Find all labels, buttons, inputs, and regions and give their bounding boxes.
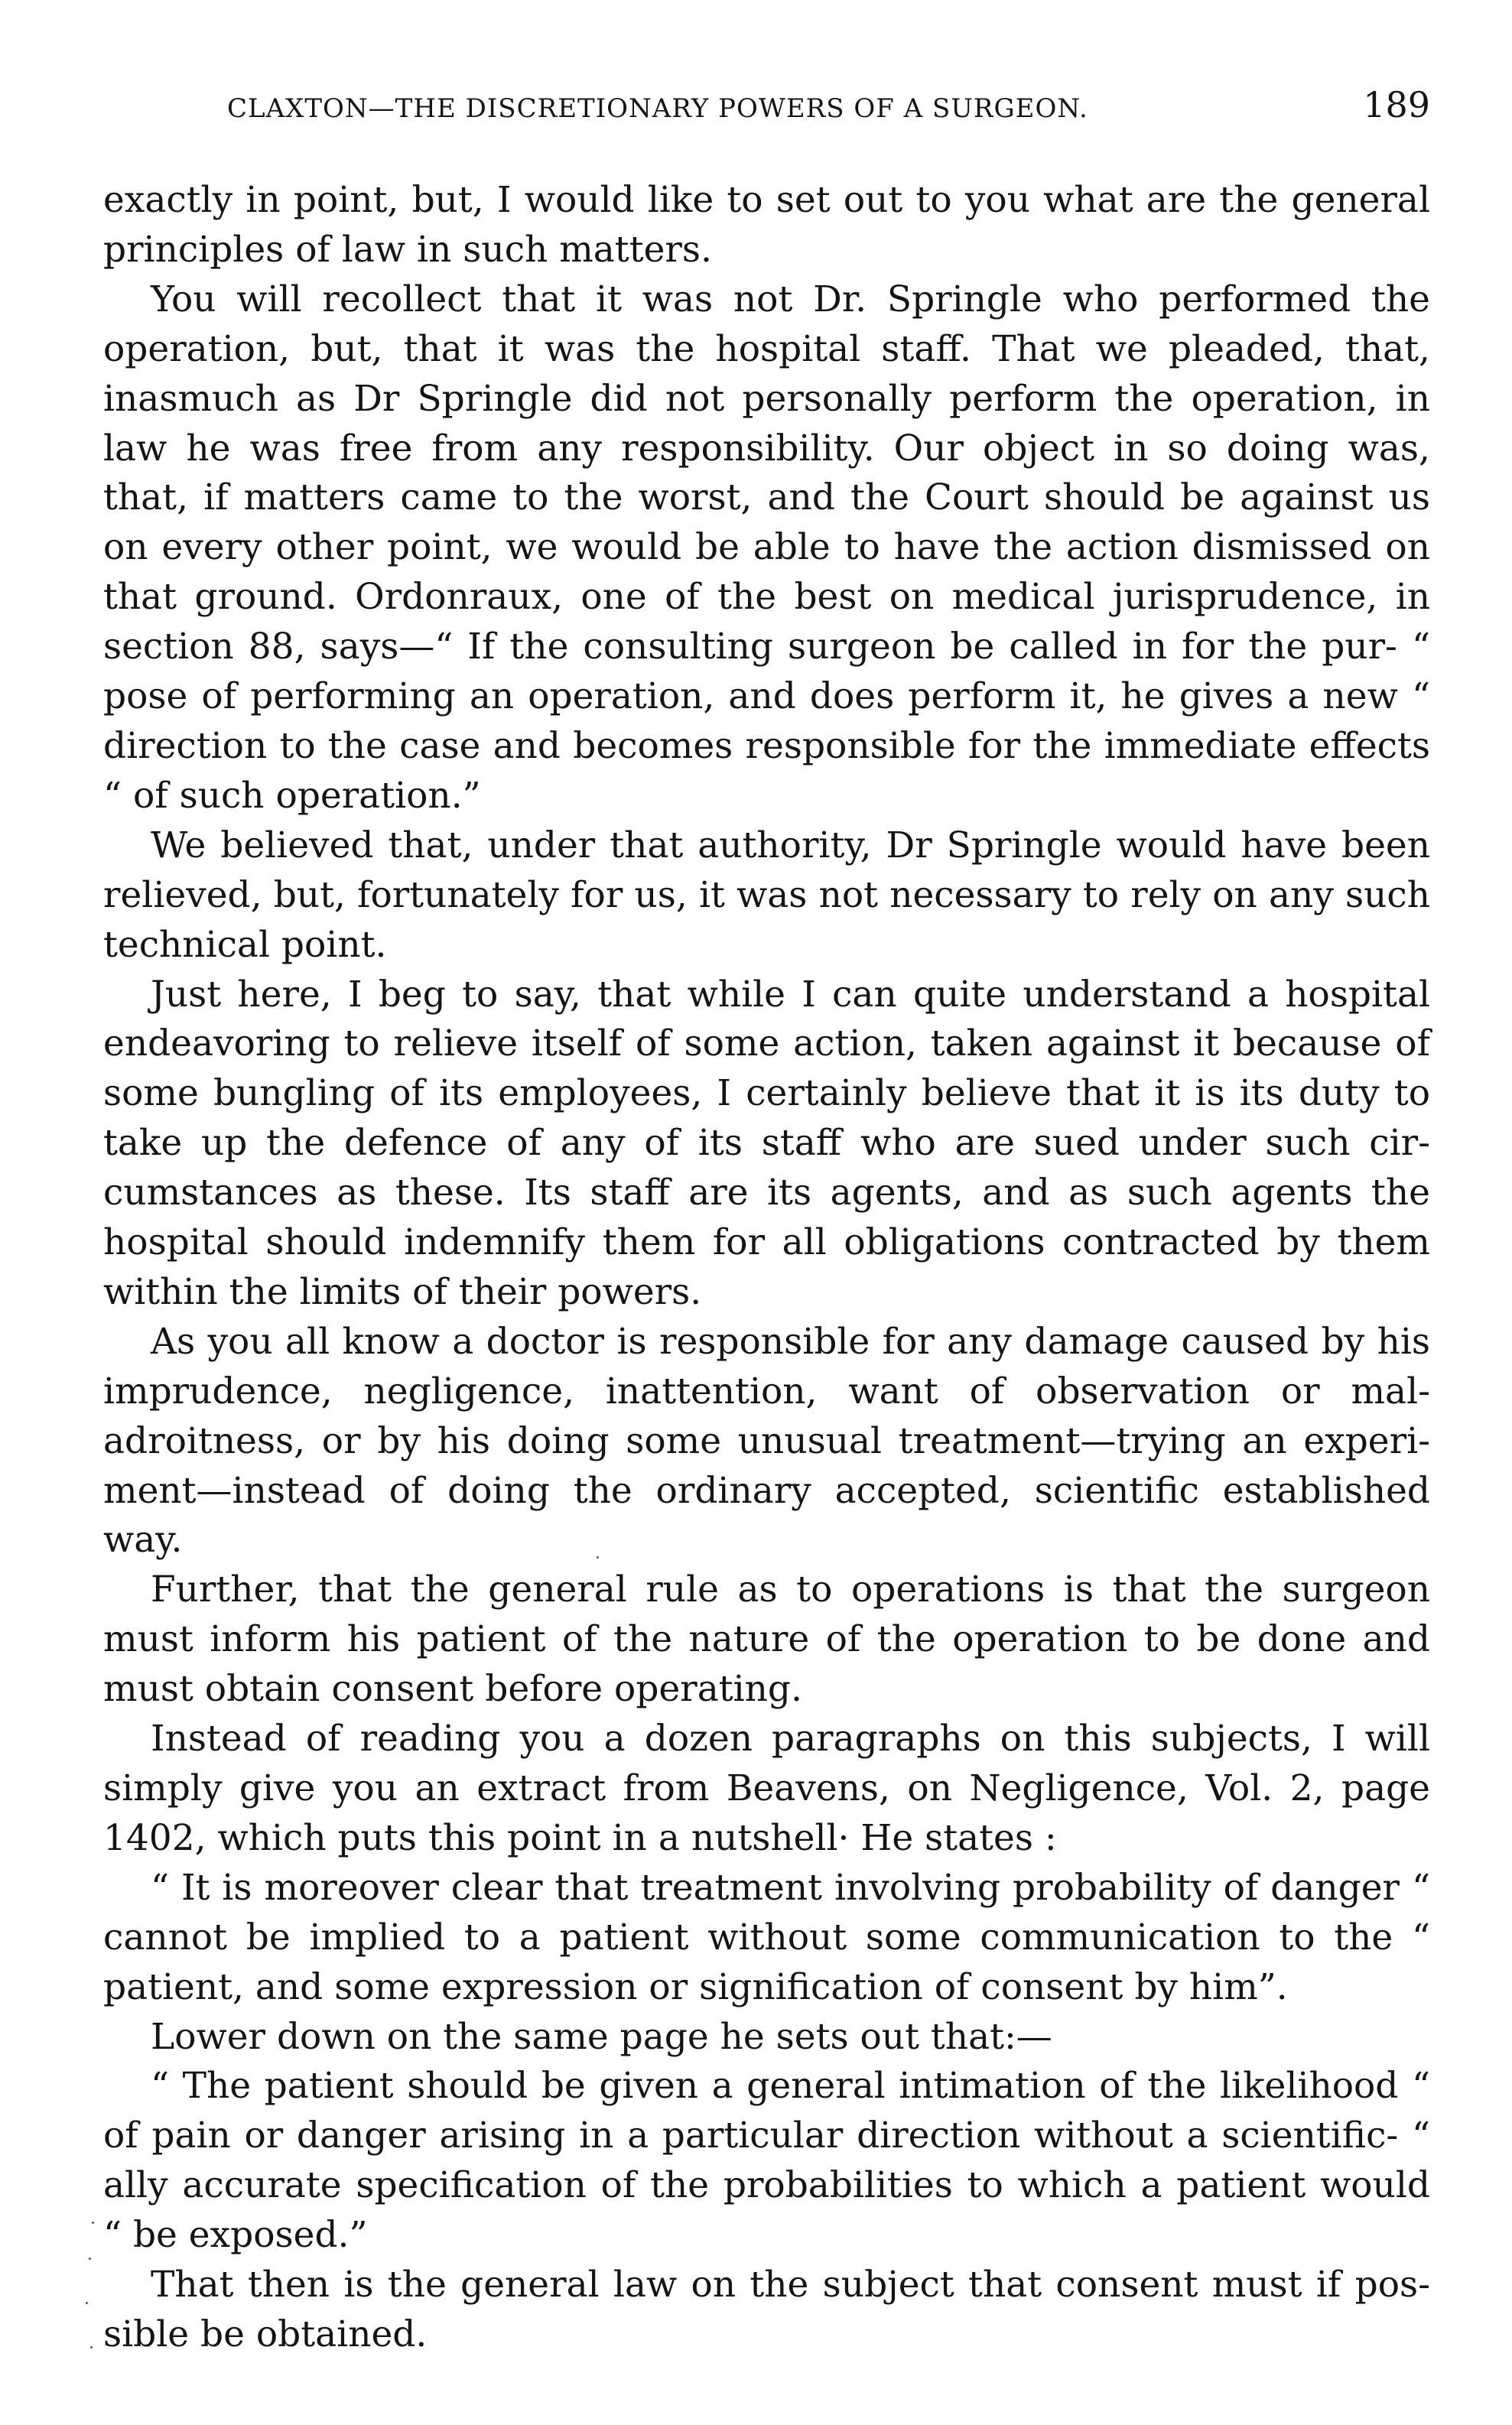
running-title: CLAXTON—THE DISCRETIONARY POWERS OF A SURGEON. [227, 93, 1088, 124]
paragraph: exactly in point, but, I would like to set out to you what are the general principles of law in such matters. [103, 179, 1430, 271]
body-text [103, 176, 1430, 2360]
paragraph: Just here, I beg to say, that while I can quite understand a hospital endeavoring to relieve itself of some action, taken against it because of some bungling of its employees, I certainly believe that it is its duty to take up the defence of any of its staff who are sued under such cir- cumstances as these. Its staff are its agents, and as such agents the hospital should indemnify them for all obligations contracted by them within the limits of their powers. [103, 973, 1430, 1313]
paragraph: That then is the general law on the subject that consent must if pos- sible be obtained. [103, 2264, 1430, 2355]
print-speck [86, 2302, 88, 2304]
book-page [103, 83, 1430, 2360]
paragraph: We believed that, under that authority, Dr Springle would have been relieved, but, fortunately for us, it was not necessary to rely on any such technical point. [103, 824, 1430, 966]
paragraph: Further, that the general rule as to operations is that the surgeon must inform his patient of the nature of the operation to be done and must obtain consent before operating. [103, 1568, 1430, 1711]
paragraph: Lower down on the same page he sets out that:— [151, 2015, 1052, 2058]
paragraph: As you all know a doctor is responsible for any damage caused by his imprudence, negligence, inattention, want of observation or mal- adroitness, or by his doing some unusual treatment—trying an experi- ment—instead of doing the ordinary accepted, scientific established way. [103, 1320, 1430, 1562]
page-number: 189 [1363, 84, 1430, 125]
print-speck [90, 2346, 93, 2349]
page-header [103, 83, 1430, 136]
paragraph: You will recollect that it was not Dr. Springle who performed the operation, but, that it was the hospital staff. That we pleaded, that, inasmuch as Dr Springle did not personally perform the operation, in law he was free from any responsibility. Our object in so doing was, that, if matters came to the worst, and the Court should be against us on every other point, we would be able to have the action dismissed on that ground. Ordonraux, one of the best on medical jurisprudence, in section 88, says—“ If the consulting surgeon be called in for the pur- “ pose of performing an operation, and does perform it, he gives a new “ direction to the case and becomes responsible for the immediate effects “ of such operation.” [103, 278, 1430, 817]
print-speck [92, 2222, 94, 2224]
print-speck [597, 1556, 599, 1559]
block-quote: “ It is moreover clear that treatment involving probability of danger “ cannot be implied to a patient without some communication to the “ patient, and some expression or signification of consent by him”. [103, 1866, 1430, 2008]
block-quote: “ The patient should be given a general intimation of the likelihood “ of pain or danger arising in a particular direction without a scientific- “ ally accurate specification of the probabilities to which a patient would “ be exposed.” [103, 2065, 1430, 2257]
print-speck [89, 2258, 91, 2260]
paragraph: Instead of reading you a dozen paragraphs on this subjects, I will simply give you an extract from Beavens, on Negligence, Vol. 2, page 1402, which puts this point in a nutshell· He states : [103, 1718, 1430, 1859]
